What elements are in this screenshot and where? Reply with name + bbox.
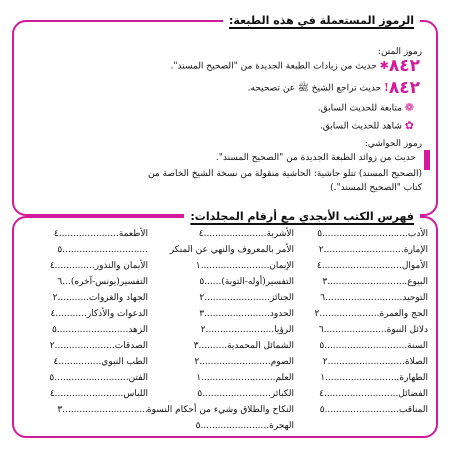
legend-item-text: حديث تراجع الشيخ ﷺ عن تصحيحه. <box>247 83 382 94</box>
index-entry: الهجرة........................٥ <box>195 421 294 431</box>
index-entry: الأمر بالمعروف والنهي عن المنكر <box>169 245 294 255</box>
books-index-box <box>12 210 438 438</box>
index-entry: اللباس........................٤ <box>49 389 148 399</box>
index-entry: التوحيد...........................٦ <box>320 293 428 303</box>
index-entry: الصدقات.....................٢ <box>49 341 148 351</box>
flower-icon: ❁ <box>404 101 414 114</box>
index-entry: الحج والعمرة.....................٢ <box>314 309 428 319</box>
index-entry: الكبائر........................٥ <box>197 389 294 399</box>
index-entry: التفسير(أوله-التوبة)......٥ <box>199 277 294 287</box>
index-entry: الأيمان والنذور..............٤ <box>49 261 148 271</box>
hawashi-line-1: حديث من زوائد الطبعة الجديدة من "الصحيح المسند". <box>215 153 416 163</box>
legend-item-text: متابعة للحديث السابق. <box>317 103 402 114</box>
symbols-legend-box <box>12 14 438 216</box>
index-entry: الجنائز.......................٢ <box>199 293 294 303</box>
index-entry: الرؤيا........................٢ <box>200 325 294 335</box>
hadith-number: ٨٤٢ <box>388 78 420 98</box>
index-entry: الطب النبوي...............٤ <box>53 357 148 367</box>
legend-item-mutabaa <box>14 102 414 115</box>
index-entry: التفسير(يونس-آخره)...٦ <box>57 277 148 287</box>
index-entry: الجهاد والغزوات...........٢ <box>52 293 148 303</box>
index-entry: الحدود.......................٣ <box>199 309 294 319</box>
index-entry: الإيمان........................١ <box>195 261 294 271</box>
symbols-legend-title: الرموز المستعملة في هذه الطبعة: <box>223 12 420 30</box>
index-entry: البيوع............................٣ <box>322 277 428 287</box>
index-entry: ..............................٣ <box>57 405 148 415</box>
index-entry: المناقب..........................٥ <box>319 405 428 415</box>
hawashi-line-3: كتاب "الصحيح المسند".) <box>330 183 422 193</box>
legend-item-retracted-hadith <box>14 78 420 99</box>
index-entry: الشمائل المحمدية..........٣ <box>193 341 294 351</box>
index-entry: الصلاة...........................٢ <box>322 357 428 367</box>
legend-item-text: حديث من زيادات الطبعة الجديدة من "الصحيح المسند". <box>170 61 377 72</box>
index-entry: الفتن..........................٥ <box>49 373 148 383</box>
books-index-title: فهرس الكتب الأبجدي مع أرقام المجلدات: <box>184 208 420 226</box>
hawashi-line-2: (الصحيح المسند) تتلو حاشية: الحاشية منقولة من نسخة الشيخ الخاصة من <box>148 169 422 179</box>
legend-item-new-hadith <box>14 56 420 77</box>
asterisk-flower-icon: ✿ <box>404 119 414 132</box>
index-entry: الأدب..............................٥ <box>317 229 428 239</box>
star-icon: ✱ <box>379 59 389 72</box>
matn-heading: رموز المتن: <box>377 47 422 57</box>
footnote-marker-bar <box>424 150 430 170</box>
index-entry: السنة.............................٥ <box>319 341 428 351</box>
hawashi-heading: رموز الحواشي: <box>364 139 422 149</box>
index-entry: دلائل النبوة......................٦ <box>318 325 428 335</box>
index-entry: الإمارة............................٢ <box>318 245 428 255</box>
index-entry: العلم..........................١ <box>196 373 294 383</box>
index-entry: الدعوات والأذكار...........٤ <box>50 309 148 319</box>
index-entry: الأموال............................٤ <box>316 261 428 271</box>
index-entry: الطهارة..........................١ <box>320 373 428 383</box>
index-entry: الفضائل..........................٤ <box>319 389 428 399</box>
index-entry: الصوم.........................٢ <box>194 357 294 367</box>
index-entry: النكاح والطلاق وشيء من أحكام النسوة <box>146 405 294 415</box>
index-entry: الأطعمة.....................٤ <box>53 229 148 239</box>
index-entry: الأشربة......................٤ <box>198 229 294 239</box>
legend-item-shahid <box>14 120 414 133</box>
hadith-number: ٨٤٢ <box>388 56 420 76</box>
index-entry: ..............................٥ <box>57 245 148 255</box>
legend-item-text: شاهد للحديث السابق. <box>319 121 402 132</box>
index-entry: الزهد.........................٥ <box>51 325 148 335</box>
exclamation-icon: ! <box>384 81 389 94</box>
